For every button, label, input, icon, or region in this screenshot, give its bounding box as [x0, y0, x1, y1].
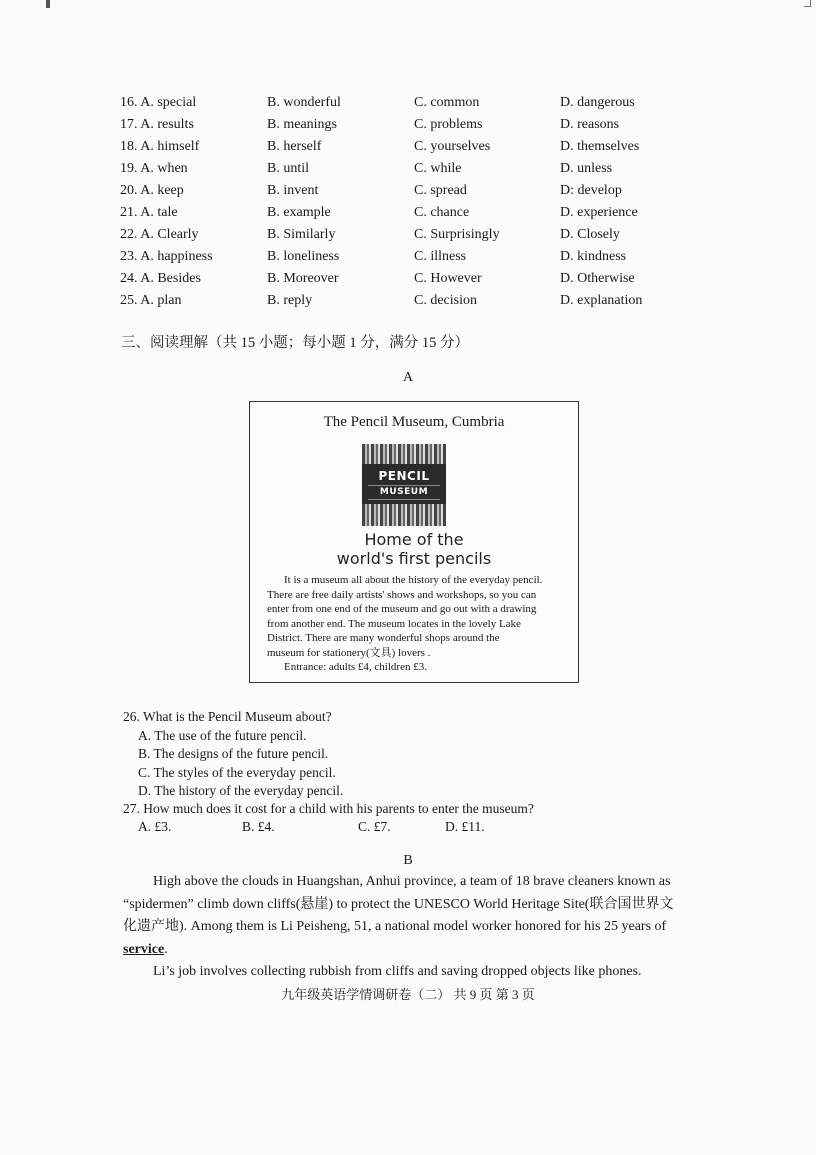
passage-b-period: .	[164, 941, 168, 957]
option-20a: 20. A. keep	[120, 183, 184, 198]
ad-body-line: museum for stationery(文具) lovers .	[267, 646, 431, 659]
option-22c: C. Surprisingly	[414, 227, 500, 242]
option-18b: B. herself	[267, 139, 322, 154]
question-27-stem: 27. How much does it cost for a child with his parents to enter the museum?	[123, 801, 534, 816]
option-24b: B. Moreover	[267, 271, 339, 286]
passage-b-line: 化遗产地). Among them is Li Peisheng, 51, a national model worker honored for his 25 years of	[123, 919, 667, 934]
ad-body-line: It is a museum all about the history of the everyday pencil.	[284, 574, 543, 586]
logo-text-pencil: PENCIL	[378, 469, 430, 483]
option-25d: D. explanation	[560, 293, 643, 308]
option-23a: 23. A. happiness	[120, 249, 213, 264]
ad-body-line: District. There are many wonderful shops around the	[267, 632, 500, 645]
option-24c: C. However	[414, 271, 482, 286]
ad-body-line: There are free daily artists' shows and workshops, so you can	[267, 588, 537, 601]
question-27-option-d: D. £11.	[445, 819, 485, 834]
option-16d: D. dangerous	[560, 95, 635, 110]
option-23d: D. kindness	[560, 249, 627, 264]
option-18a: 18. A. himself	[120, 139, 200, 154]
option-19b: B. until	[267, 161, 310, 176]
question-26-stem: 26. What is the Pencil Museum about?	[123, 709, 332, 724]
option-17c: C. problems	[414, 117, 483, 132]
option-17b: B. meanings	[267, 117, 337, 132]
scan-mark-right	[804, 0, 811, 7]
question-27-option-c: C. £7.	[358, 819, 391, 834]
option-23b: B. loneliness	[267, 249, 340, 264]
option-19d: D. unless	[560, 161, 613, 176]
ad-tagline-2: world's first pencils	[336, 549, 492, 568]
option-23c: C. illness	[414, 249, 467, 264]
option-18d: D. themselves	[560, 139, 640, 154]
question-26-option-d: D. The history of the everyday pencil.	[138, 783, 344, 798]
ad-tagline-1: Home of the	[364, 530, 464, 549]
option-21c: C. chance	[414, 205, 470, 220]
passage-b-label: B	[403, 853, 413, 868]
ad-body-line: enter from one end of the museum and go out with a drawing	[267, 603, 537, 616]
option-21b: B. example	[267, 205, 331, 220]
question-26-option-c: C. The styles of the everyday pencil.	[138, 765, 336, 780]
ad-body-line: from another end. The museum locates in the lovely Lake	[267, 617, 521, 630]
option-22d: D. Closely	[560, 227, 620, 242]
question-26-option-a: A. The use of the future pencil.	[138, 728, 307, 743]
logo-text-museum: MUSEUM	[368, 485, 440, 500]
option-22a: 22. A. Clearly	[120, 227, 199, 242]
option-16a: 16. A. special	[120, 95, 197, 110]
section-heading: 三、阅读理解（共 15 小题；每小题 1 分，满分 15 分）	[121, 335, 469, 351]
passage-a-label: A	[402, 370, 414, 385]
question-26-option-b: B. The designs of the future pencil.	[138, 746, 329, 761]
option-24a: 24. A. Besides	[120, 271, 201, 286]
ad-entrance-price: Entrance: adults £4, children £3.	[284, 661, 427, 673]
option-17a: 17. A. results	[120, 117, 194, 132]
option-20c: C. spread	[414, 183, 467, 198]
ad-title: The Pencil Museum, Cumbria	[323, 414, 505, 430]
option-24d: D. Otherwise	[560, 271, 635, 286]
passage-b-line: “spidermen” climb down cliffs(悬崖) to protect the UNESCO World Heritage Site(联合国世界文	[123, 896, 674, 912]
option-17d: D. reasons	[560, 117, 620, 132]
ad-body	[267, 573, 563, 661]
option-20d: D: develop	[560, 183, 622, 198]
pencil-museum-logo	[362, 444, 446, 526]
question-27-option-a: A. £3.	[138, 819, 172, 834]
question-27-option-b: B. £4.	[242, 819, 275, 834]
option-19c: C. while	[414, 161, 462, 176]
passage-b-line: High above the clouds in Huangshan, Anhui province, a team of 18 brave cleaners known as	[153, 874, 671, 889]
logo-pencil-bars-bottom	[362, 504, 446, 526]
logo-pencil-bars-top	[362, 444, 446, 466]
option-16c: C. common	[414, 95, 480, 110]
scan-mark-left	[46, 0, 50, 8]
option-25b: B. reply	[267, 293, 313, 308]
option-25c: C. decision	[414, 293, 477, 308]
museum-ad	[249, 401, 579, 683]
option-18c: C. yourselves	[414, 139, 491, 154]
option-19a: 19. A. when	[120, 161, 188, 176]
option-20b: B. invent	[267, 183, 319, 198]
option-22b: B. Similarly	[267, 227, 336, 242]
passage-b-line: Li’s job involves collecting rubbish from cliffs and saving dropped objects like phones.	[153, 964, 642, 979]
option-25a: 25. A. plan	[120, 293, 182, 308]
passage-b-text	[123, 871, 703, 984]
option-16b: B. wonderful	[267, 95, 341, 110]
page-footer: 九年级英语学情调研卷（二） 共 9 页 第 3 页	[281, 987, 535, 1002]
underlined-word-service: service	[123, 941, 165, 957]
logo-banner	[362, 464, 446, 504]
option-21a: 21. A. tale	[120, 205, 178, 220]
option-21d: D. experience	[560, 205, 638, 220]
